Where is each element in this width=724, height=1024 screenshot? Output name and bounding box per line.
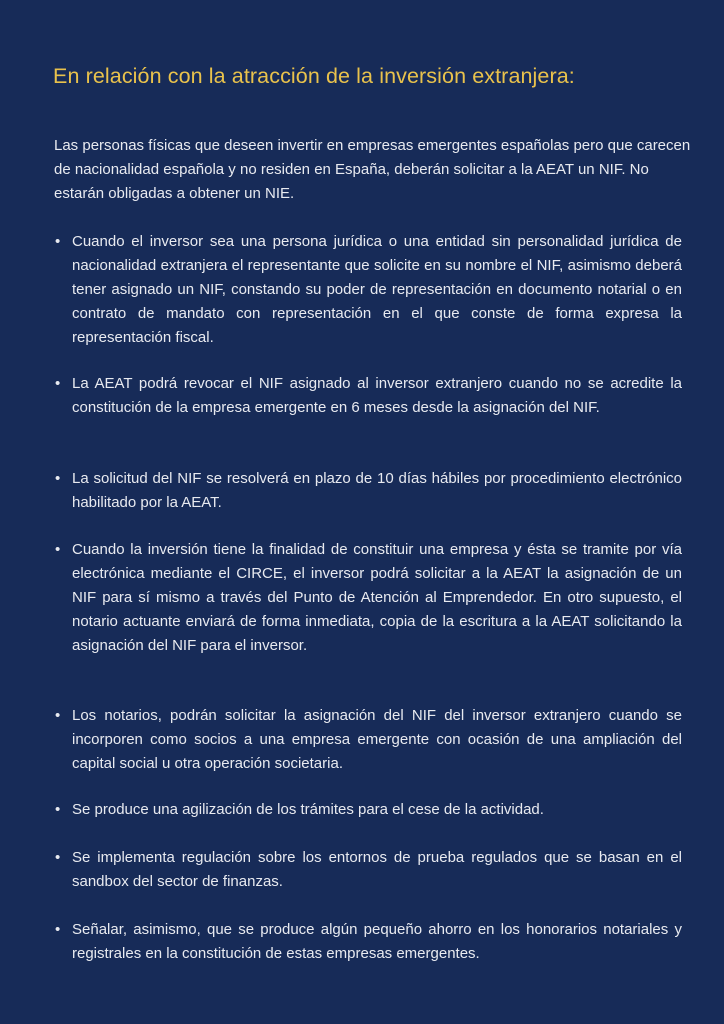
list-item [55,372,682,420]
section-heading: En relación con la atracción de la inversión extranjera: [53,64,575,88]
bullet-icon: • [55,233,61,250]
list-item-text: Se produce una agilización de los trámites para el cese de la actividad. [72,801,544,818]
list-item [55,704,682,776]
list-item [55,846,682,894]
list-item-text: La solicitud del NIF se resolverá en plazo de 10 días hábiles por procedimiento electrónico habilitado por la AEAT. [72,470,682,511]
intro-paragraph: Las personas físicas que deseen invertir en empresas emergentes españolas pero que carecen de nacionalidad española y no residen en España, deberán solicitar a la AEAT un NIF. No estarán obligadas a obtener un NIE. [54,137,691,202]
bullet-icon: • [55,849,61,866]
list-item [55,798,682,822]
bullet-icon: • [55,801,61,818]
bullet-icon: • [55,375,61,392]
list-item [55,918,682,966]
bullet-icon: • [55,921,61,938]
list-item-text: Cuando la inversión tiene la finalidad de constituir una empresa y ésta se tramite por vía electrónica mediante el CIRCE, el inversor podrá solicitar a la AEAT la asignación de un NIF para sí mismo a través del Punto de Atención al Emprendedor. En otro supuesto, el notario actuante enviará de forma inmediata, copia de la escritura a la AEAT solicitando la asignación del NIF para el inversor. [72,541,682,654]
list-item-text: Cuando el inversor sea una persona jurídica o una entidad sin personalidad jurídica de nacionalidad extranjera el representante que solicite en su nombre el NIF, asimismo deberá tener asignado un NIF, constando su poder de representación en documento notarial o en contrato de mandato con representación en el que conste de forma expresa la representación fiscal. [72,233,682,346]
list-item [55,230,682,350]
list-item-text: Se implementa regulación sobre los entornos de prueba regulados que se basan en el sandbox del sector de finanzas. [72,849,682,890]
list-item-text: Señalar, asimismo, que se produce algún pequeño ahorro en los honorarios notariales y registrales en la constitución de estas empresas emergentes. [72,921,682,962]
bullet-icon: • [55,707,61,724]
bullet-icon: • [55,470,61,487]
list-item-text: La AEAT podrá revocar el NIF asignado al inversor extranjero cuando no se acredite la constitución de la empresa emergente en 6 meses desde la asignación del NIF. [72,375,682,416]
list-item-text: Los notarios, podrán solicitar la asignación del NIF del inversor extranjero cuando se incorporen como socios a una empresa emergente con ocasión de una ampliación del capital social u otra operación societaria. [72,707,682,772]
list-item [55,467,682,515]
bullet-icon: • [55,541,61,558]
list-item [55,538,682,658]
